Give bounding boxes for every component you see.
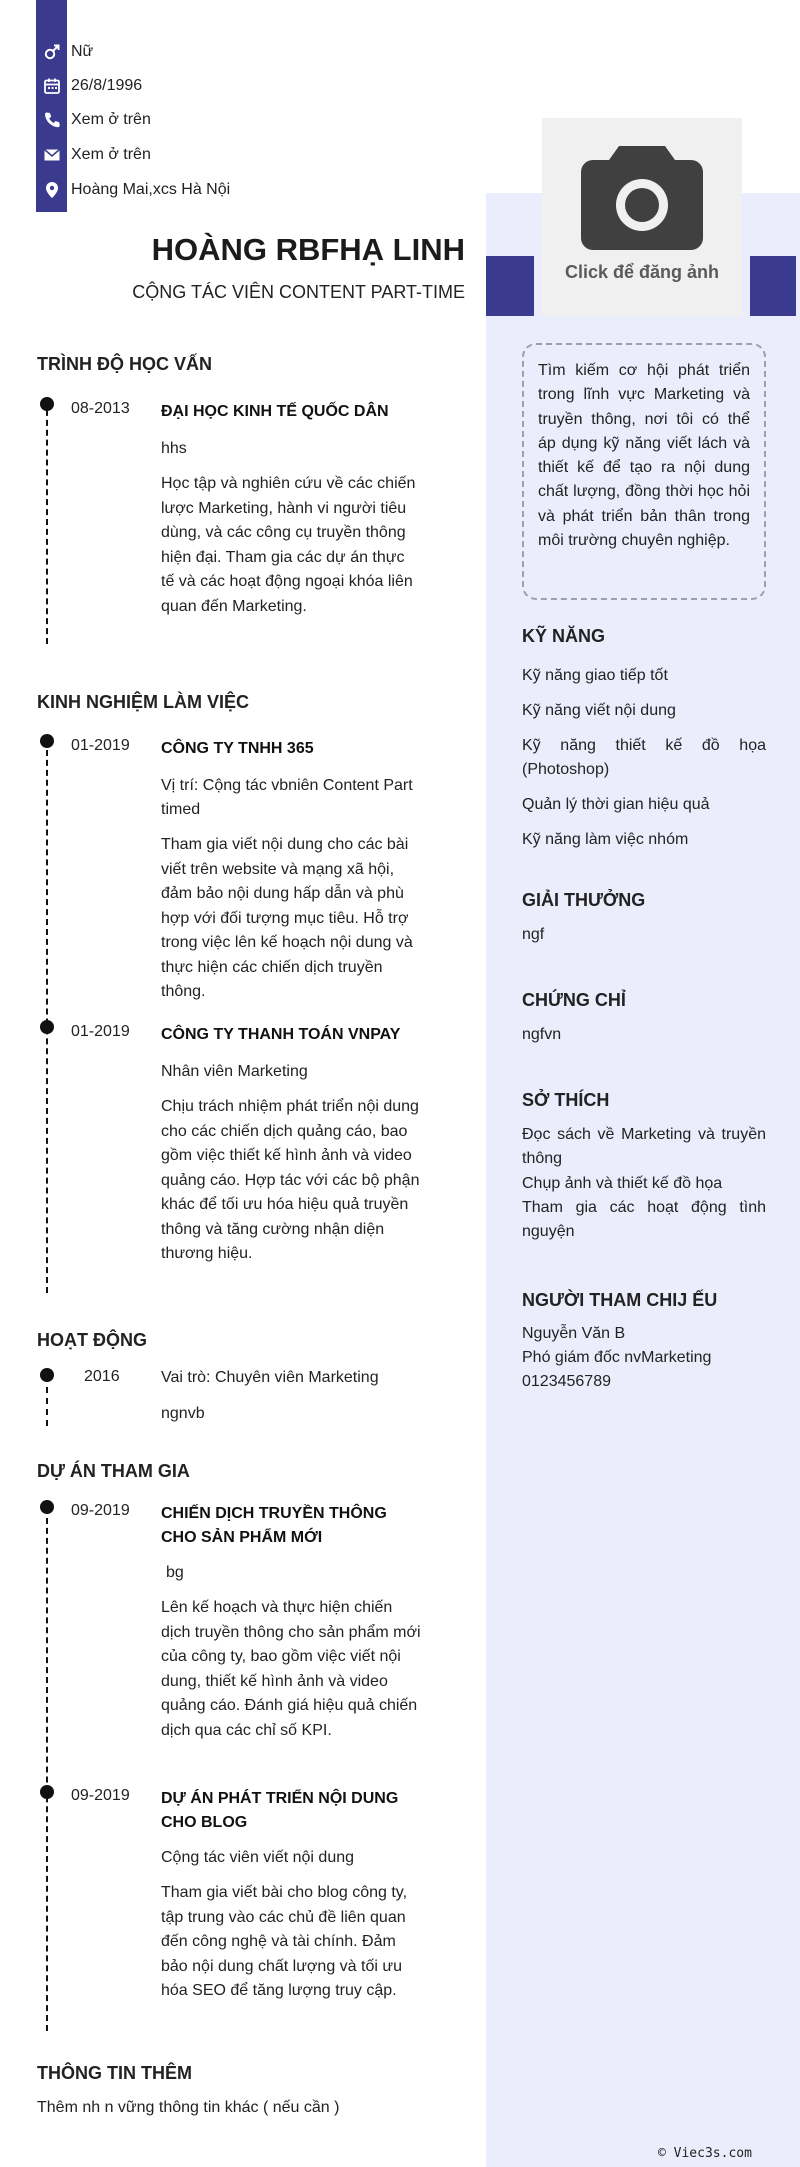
career-objective: Tìm kiếm cơ hội phát triển trong lĩnh vực Marketing và truyền thông, nơi tôi có thể áp dụng kỹ năng viết lách và thiết kế để tạo ra nội dung chất lượng, đồng thời học hỏi và phát triển bản thân trong môi trường chuyên nghiệp.	[522, 343, 766, 600]
certificates-title: CHỨNG CHỈ	[522, 990, 626, 1010]
education-school: ĐẠI HỌC KINH TẾ QUỐC DÂN	[161, 403, 389, 420]
project-date: 09-2019	[71, 1787, 130, 1804]
awards-title: GIẢI THƯỞNG	[522, 890, 646, 910]
education-title: TRÌNH ĐỘ HỌC VẤN	[37, 354, 212, 374]
activity-date: 2016	[84, 1368, 120, 1385]
activities-title: HOẠT ĐỘNG	[37, 1330, 147, 1350]
reference-line: Nguyễn Văn B	[522, 1325, 626, 1342]
experience-position: Vị trí: Cộng tác vbniên Content Part timed	[161, 777, 413, 818]
project-description: Lên kế hoạch và thực hiện chiến dịch truyền thông cho sản phẩm mới của công ty, bao gồm việc viết nội dung, thiết kế hình ảnh và video quảng cáo. Đánh giá hiệu quả chiến dịch qua các chỉ số KPI.	[161, 1599, 421, 1739]
skill-item: Kỹ năng làm việc nhóm	[522, 831, 689, 848]
timeline-dot	[40, 1020, 54, 1034]
contact-birthday	[36, 75, 142, 97]
contact-gender-text: Nữ	[71, 43, 94, 60]
certificates-text: ngfvn	[522, 1026, 562, 1043]
projects-timeline-line	[46, 1508, 48, 2031]
hobbies-title: SỞ THÍCH	[522, 1090, 610, 1110]
education-major: hhs	[161, 440, 187, 457]
contact-address-text: Hoàng Mai,xcs Hà Nội	[71, 181, 231, 198]
timeline-dot	[40, 1368, 54, 1382]
experience-title: KINH NGHIỆM LÀM VIỆC	[37, 692, 250, 712]
photo-upload[interactable]	[542, 118, 742, 316]
calendar-icon	[36, 75, 67, 97]
experience-position: Nhân viên Marketing	[161, 1063, 308, 1080]
project-name: CHIẾN DỊCH TRUYỀN THÔNG CHO SẢN PHẨM MỚI	[161, 1505, 387, 1546]
additional-text: Thêm nh n vững thông tin khác ( nếu cần )	[37, 2099, 340, 2116]
timeline-dot	[40, 1785, 54, 1799]
skill-item: Kỹ năng giao tiếp tốt	[522, 667, 668, 684]
experience-description: Tham gia viết nội dung cho các bài viết trên website và mạng xã hội, đảm bảo nội dung hấp dẫn và phù hợp với đối tượng mục tiêu. Hỗ trợ trong việc lên kế hoạch nội dung và thực hiện các chiến dịch truyền thông.	[161, 836, 413, 1000]
project-date: 09-2019	[71, 1502, 130, 1519]
references-title: NGƯỜI THAM CHIJ ẾU	[522, 1290, 718, 1310]
project-role: Cộng tác viên viết nội dung	[161, 1849, 355, 1866]
contact-phone	[36, 109, 151, 131]
experience-company: CÔNG TY THANH TOÁN VNPAY	[161, 1026, 401, 1043]
contact-email-text: Xem ở trên	[71, 146, 151, 163]
skill-item: Quản lý thời gian hiệu quả	[522, 796, 710, 813]
hobby-item: Chụp ảnh và thiết kế đồ họa	[522, 1175, 723, 1192]
activities-timeline-line	[46, 1376, 48, 1426]
timeline-dot	[40, 397, 54, 411]
contact-email	[36, 144, 151, 166]
photo-upload-caption: Click để đăng ảnh	[564, 262, 720, 282]
photo-accent-right	[750, 256, 796, 316]
hobby-item: Đọc sách về Marketing và truyền thông	[522, 1126, 766, 1167]
experience-date: 01-2019	[71, 737, 130, 754]
photo-accent-left	[486, 256, 534, 316]
hobby-item: Tham gia các hoạt động tình nguyện	[522, 1199, 766, 1240]
experience-date: 01-2019	[71, 1023, 130, 1040]
activity-role: Vai trò: Chuyên viên Marketing	[161, 1369, 379, 1386]
gender-icon	[36, 41, 67, 63]
awards-text: ngf	[522, 926, 545, 943]
experience-company: CÔNG TY TNHH 365	[161, 740, 314, 757]
contact-address	[36, 179, 230, 201]
education-date: 08-2013	[71, 400, 130, 417]
timeline-dot	[40, 734, 54, 748]
skill-item: Kỹ năng viết nội dung	[522, 702, 676, 719]
email-icon	[36, 144, 67, 166]
activity-description: ngnvb	[161, 1405, 205, 1422]
skill-item: Kỹ năng thiết kế đồ họa (Photoshop)	[522, 737, 766, 778]
contact-gender	[36, 41, 93, 63]
reference-line: 0123456789	[522, 1373, 611, 1390]
project-description: Tham gia viết bài cho blog công ty, tập trung vào các chủ đề liên quan đến công nghệ và tài chính. Đảm bảo nội dung chất lượng và tối ưu hóa SEO để tăng lượng truy cập.	[161, 1884, 408, 1999]
project-name: DỰ ÁN PHÁT TRIỂN NỘI DUNG CHO BLOG	[161, 1790, 399, 1831]
education-description: Học tập và nghiên cứu về các chiến lược Marketing, hành vi người tiêu dùng, và các công cụ truyền thông hiện đại. Tham gia các dự án thực tế và các hoạt động ngoại khóa liên quan đến Marketing.	[161, 475, 416, 615]
experience-description: Chịu trách nhiệm phát triển nội dung cho các chiến dịch quảng cáo, bao gồm việc thiết kế hình ảnh và video quảng cáo. Hợp tác với các bộ phận khác để tối ưu hóa hiệu quả truyền thông và tăng cường nhận diện thương hiệu.	[161, 1098, 420, 1262]
additional-title: THÔNG TIN THÊM	[37, 2063, 192, 2083]
site-credit: © Viec3s.com	[658, 2146, 752, 2161]
candidate-name: HOÀNG RBFHẠ LINH	[151, 232, 465, 267]
skills-title: KỸ NĂNG	[522, 626, 606, 646]
contact-phone-text: Xem ở trên	[71, 111, 151, 128]
projects-title: DỰ ÁN THAM GIA	[37, 1461, 190, 1481]
project-role: bg	[166, 1564, 184, 1581]
timeline-dot	[40, 1500, 54, 1514]
experience-timeline-line	[46, 740, 48, 1293]
job-title: CỘNG TÁC VIÊN CONTENT PART-TIME	[132, 282, 465, 302]
location-pin-icon	[36, 179, 67, 201]
phone-icon	[36, 109, 67, 131]
camera-icon	[581, 146, 703, 250]
contact-birthday-text: 26/8/1996	[71, 77, 143, 94]
education-timeline-line	[46, 400, 48, 644]
reference-line: Phó giám đốc nvMarketing	[522, 1349, 712, 1366]
